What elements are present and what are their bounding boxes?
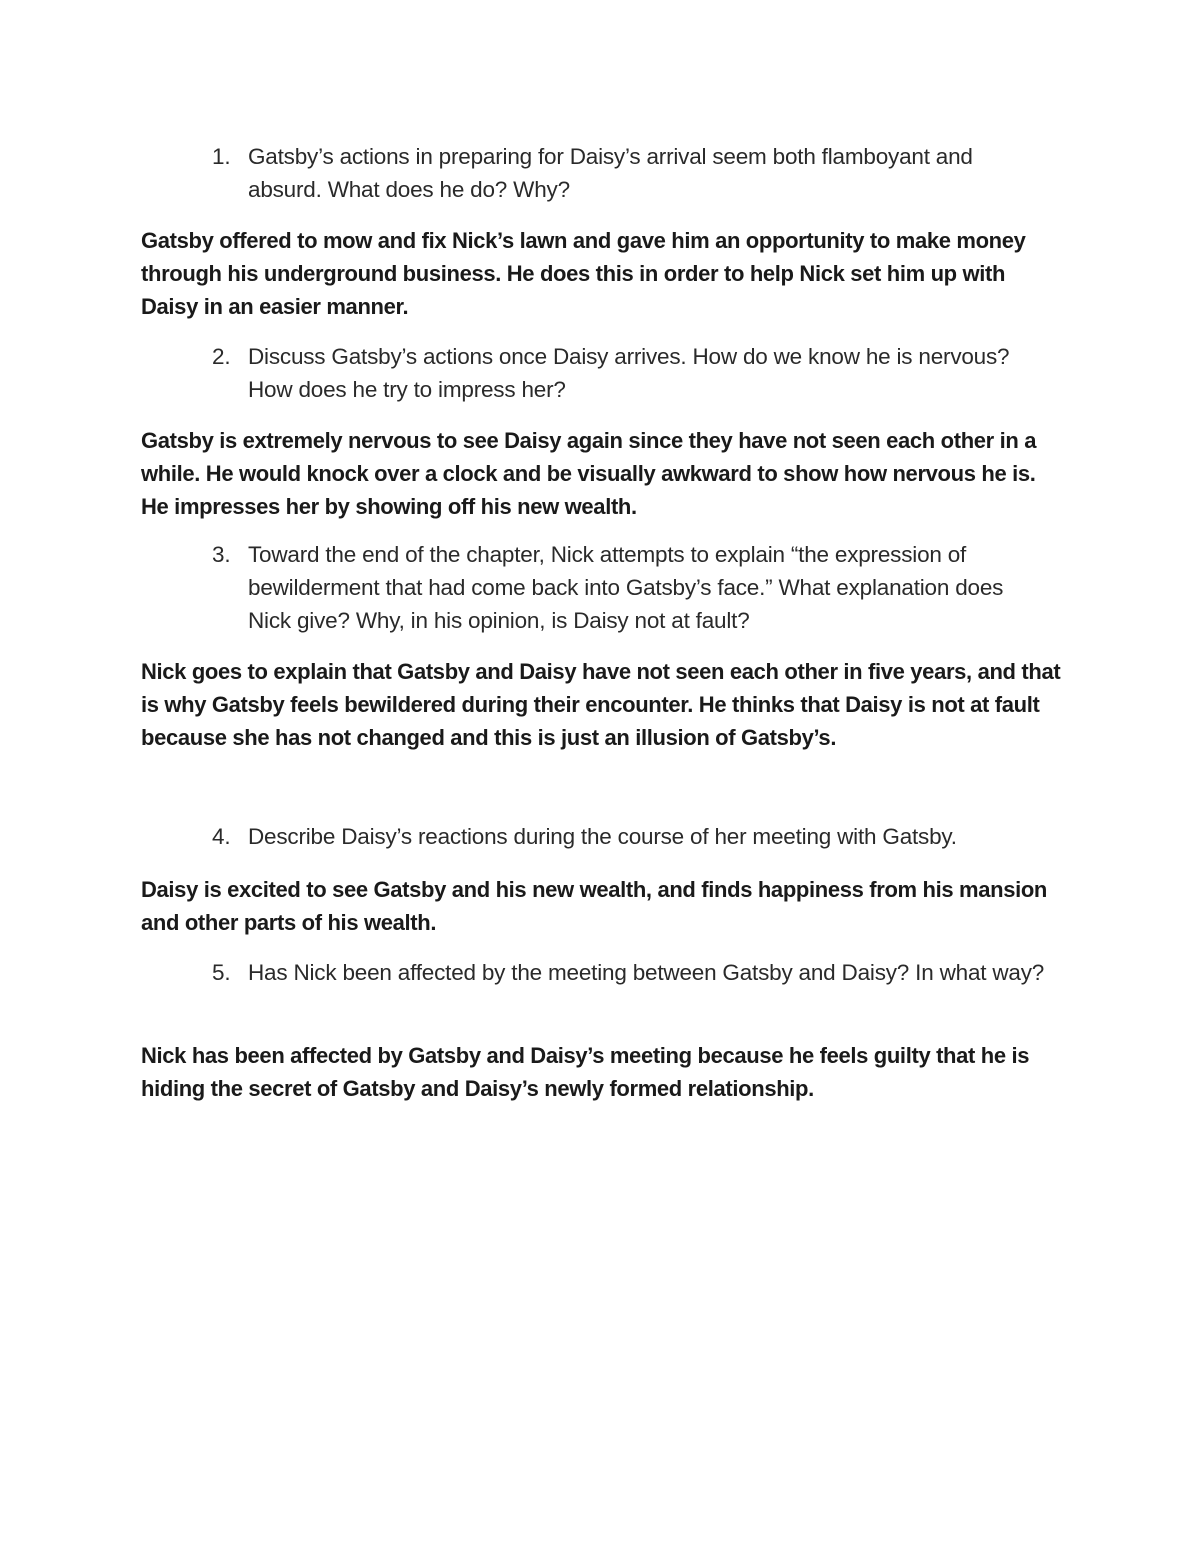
question-2: [212, 340, 1052, 406]
answer-1: Gatsby offered to mow and fix Nick’s lawn and gave him an opportunity to make money through his underground business. He does this in order to help Nick set him up with Daisy in an easier manner.: [141, 228, 1026, 319]
question-1: [212, 140, 1052, 206]
question-number: 3.: [212, 542, 231, 567]
question-text: Discuss Gatsby’s actions once Daisy arrives. How do we know he is nervous? How does he try to impress her?: [248, 344, 1010, 402]
answer-3: Nick goes to explain that Gatsby and Daisy have not seen each other in five years, and that is why Gatsby feels bewildered during their encounter. He thinks that Daisy is not at fault because she has not changed and this is just an illusion of Gatsby’s.: [141, 659, 1061, 750]
question-number: 2.: [212, 344, 231, 369]
answer-2: Gatsby is extremely nervous to see Daisy again since they have not seen each other in a while. He would knock over a clock and be visually awkward to show how nervous he is. He impresses her by showing off his new wealth.: [141, 428, 1037, 519]
question-text: Toward the end of the chapter, Nick attempts to explain “the expression of bewilderment that had come back into Gatsby’s face.” What explanation does Nick give? Why, in his opinion, is Daisy not at fault?: [248, 542, 1004, 633]
question-3: [212, 538, 1052, 637]
answer-5: Nick has been affected by Gatsby and Daisy’s meeting because he feels guilty that he is hiding the secret of Gatsby and Daisy’s newly formed relationship.: [141, 1043, 1030, 1101]
question-4: [212, 820, 1052, 853]
question-number: 5.: [212, 960, 231, 985]
question-number: 4.: [212, 824, 231, 849]
question-text: Gatsby’s actions in preparing for Daisy’s arrival seem both flamboyant and absurd. What does he do? Why?: [248, 144, 973, 202]
question-text: Has Nick been affected by the meeting between Gatsby and Daisy? In what way?: [248, 960, 1045, 985]
question-text: Describe Daisy’s reactions during the course of her meeting with Gatsby.: [248, 824, 957, 849]
answer-4: Daisy is excited to see Gatsby and his new wealth, and finds happiness from his mansion and other parts of his wealth.: [141, 877, 1048, 935]
question-5: [212, 956, 1052, 989]
question-number: 1.: [212, 144, 231, 169]
